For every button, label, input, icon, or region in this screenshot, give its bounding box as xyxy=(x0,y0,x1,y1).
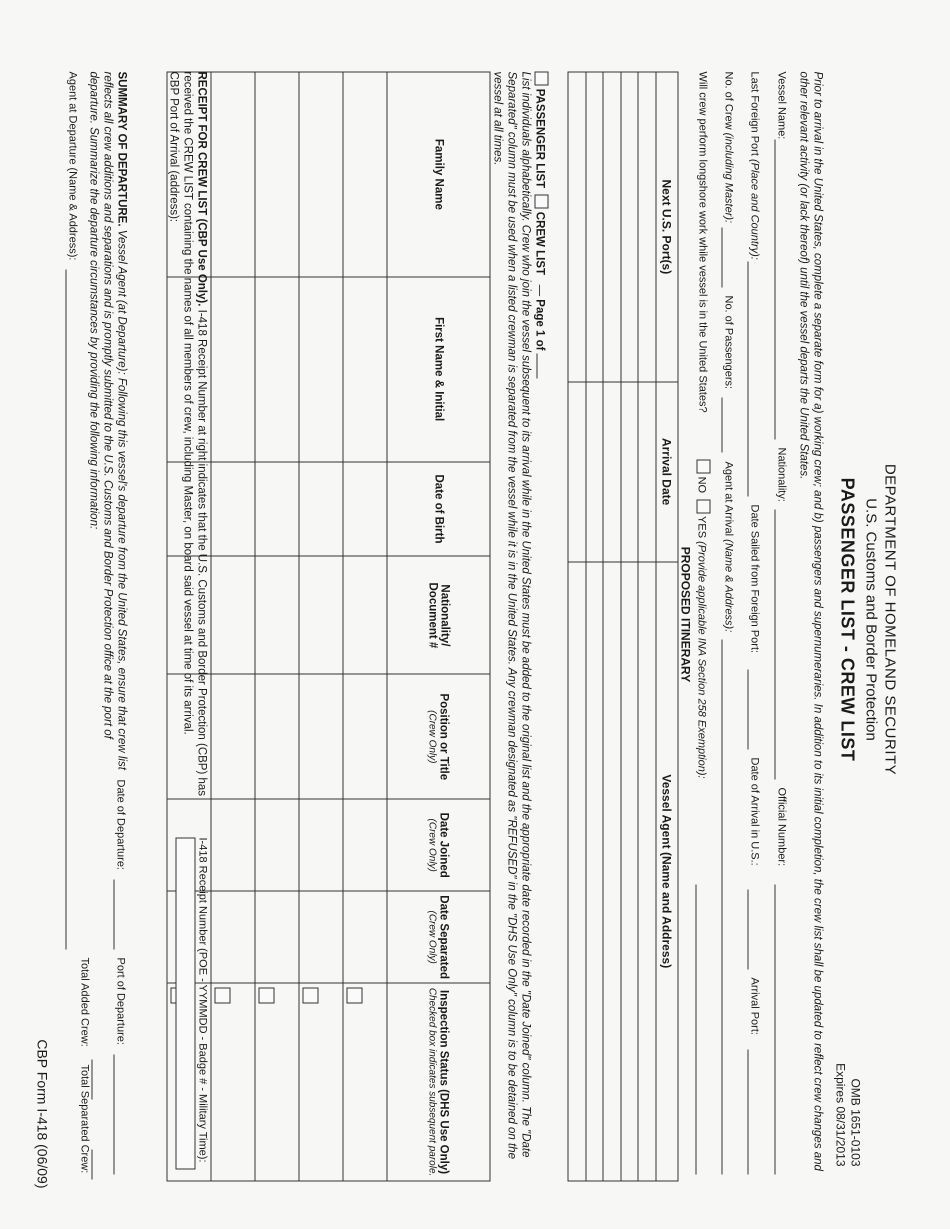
omb-number: OMB 1651-0103 xyxy=(848,1078,863,1167)
longshore-yes-label: YES xyxy=(695,516,708,539)
longshore-no-label: NO xyxy=(695,476,708,494)
longshore-options xyxy=(696,460,711,779)
longshore-yes-checkbox[interactable] xyxy=(697,499,711,513)
itinerary-title: PROPOSED ITINERARY xyxy=(678,546,693,683)
vessel-name-label: Vessel Name: xyxy=(775,71,788,140)
nationality-label: Nationality: xyxy=(775,447,788,502)
official-number-field[interactable] xyxy=(775,885,776,1175)
page-total-field[interactable] xyxy=(537,354,538,379)
no-passengers-field[interactable] xyxy=(722,398,723,453)
col-date-of-birth: Date of Birth xyxy=(387,462,490,557)
arrival-port-label: Arrival Port: xyxy=(748,977,761,1035)
agent-arrival-label: Agent at Arrival (Name & Address): xyxy=(722,461,735,633)
col-nationality: Nationality/ Document # xyxy=(387,556,490,674)
col-family-name: Family Name xyxy=(387,72,490,277)
last-foreign-port-label: Last Foreign Port (Place and Country): xyxy=(748,71,761,260)
itinerary-col-date: Arrival Date xyxy=(656,382,678,562)
itinerary-row xyxy=(604,72,622,1181)
table-row xyxy=(299,72,343,1181)
parole-checkbox[interactable] xyxy=(259,988,275,1004)
longshore-yes-hint: (Provide applicable INA Section 258 Exemption): xyxy=(695,541,708,779)
crew-list-form xyxy=(1,0,950,1229)
total-separated-field[interactable] xyxy=(92,1150,93,1180)
receipt-section xyxy=(167,72,209,832)
department-name: DEPARTMENT OF HOMELAND SECURITY xyxy=(881,463,899,776)
table-row xyxy=(211,72,255,1181)
summary-section xyxy=(87,72,129,772)
intro-text: Prior to arrival in the United States, complete a separate form for a) working crew; and b) passengers and supernumeraries. In addition to its initial completion, the crew list shall be updated to reflect crew changes and other relevant activity (or lack thereof) until the vessel departs the United States. xyxy=(797,71,824,1171)
vessel-name-field[interactable] xyxy=(775,140,776,440)
total-added-label: Total Added Crew: xyxy=(78,957,91,1047)
crew-table-header xyxy=(387,72,490,1181)
receipt-text: I-418 Receipt Number at right indicates that the U.S. Customs and Border Protection (CBP) has received the CREW LIST containing the names of all members of crew, including Master, on board said vessel at time of its arrival. xyxy=(181,71,208,797)
official-number-label: Official Number: xyxy=(775,787,788,867)
nationality-field[interactable] xyxy=(775,510,776,780)
parole-checkbox[interactable] xyxy=(347,988,363,1004)
col-date-joined: Date Joined (Crew Only) xyxy=(387,799,490,891)
date-arrival-label: Date of Arrival in U.S.: xyxy=(748,757,761,866)
receipt-number-input[interactable] xyxy=(176,838,196,1170)
no-passengers-label: No. of Passengers: xyxy=(722,295,735,390)
parole-checkbox[interactable] xyxy=(215,988,231,1004)
itinerary-row xyxy=(586,72,604,1181)
omb-info xyxy=(833,1063,863,1166)
list-instructions: List individuals alphabetically. Crew who join the vessel subsequent to its arrival while in the United States must be added to the original list and the appropriate date recorded in the "Date Joined" column. The "Date Separated" column must be used when a listed crewman is separated from the vessel while it is in the United States. Any crewman designated as "REFUSED" in the "DHS Use Only" column is to be detained on the vessel at all times. xyxy=(491,71,532,1159)
rotated-page xyxy=(1,0,950,1229)
col-first-name: First Name & Initial xyxy=(387,277,490,462)
form-title: PASSENGER LIST - CREW LIST xyxy=(837,477,858,762)
date-departure-field[interactable] xyxy=(114,880,115,950)
crew-list-label: CREW LIST xyxy=(533,211,546,276)
port-arrival-label: CBP Port of Arrival (address): xyxy=(167,71,180,223)
crew-table xyxy=(167,72,491,1182)
table-row xyxy=(255,72,299,1181)
list-type-row: PASSENGER LIST CREW LIST — Page 1 of xyxy=(534,72,549,1192)
crew-list-checkbox[interactable] xyxy=(535,195,549,209)
agent-departure-field[interactable] xyxy=(66,270,67,950)
port-departure-field[interactable] xyxy=(114,1055,115,1175)
summary-title: SUMMARY OF DEPARTURE. xyxy=(115,71,128,227)
receipt-number-label: I-418 Receipt Number (POE - YYMMDD - Badge # - Military Time): xyxy=(196,837,209,1163)
itinerary-row xyxy=(639,72,657,1181)
receipt-title: RECEIPT FOR CREW LIST (CBP Use Only). xyxy=(195,71,208,307)
itinerary-col-port: Next U.S. Port(s) xyxy=(656,72,678,382)
no-crew-field[interactable] xyxy=(722,228,723,288)
col-position: Position or Title (Crew Only) xyxy=(387,674,490,799)
arrival-port-field[interactable] xyxy=(748,1050,749,1175)
total-added-field[interactable] xyxy=(92,1060,93,1100)
col-date-separated: Date Separated (Crew Only) xyxy=(387,891,490,983)
date-sailed-field[interactable] xyxy=(748,670,749,750)
total-separated-label: Total Separated Crew: xyxy=(78,1064,91,1174)
agent-arrival-field[interactable] xyxy=(722,640,723,1175)
agency-name: U.S. Customs and Border Protection xyxy=(862,498,880,741)
longshore-no-checkbox[interactable] xyxy=(697,460,711,474)
summary-text: Vessel Agent (at Departure): Following this vessel's departure from the United States, ensure that crew list reflects all crew additions and separations and is promptly submitted to the U.S. Customs and Border Protection office at the port of departure. Summarize the departure circumstances by providing the following information: xyxy=(87,71,128,770)
col-inspection-status: Inspection Status (DHS Use Only) Checked box indicates subsequent parole. xyxy=(387,983,490,1181)
form-number: CBP Form I-418 (06/09) xyxy=(34,1039,51,1189)
passenger-list-label: PASSENGER LIST xyxy=(533,88,546,189)
itinerary-col-agent: Vessel Agent (Name and Address) xyxy=(656,562,678,1181)
last-foreign-port-field[interactable] xyxy=(748,262,749,497)
no-crew-label: No. of Crew (including Master): xyxy=(722,71,735,224)
date-sailed-label: Date Sailed from Foreign Port: xyxy=(748,504,761,654)
exemption-field[interactable] xyxy=(696,885,697,1175)
date-arrival-field[interactable] xyxy=(748,890,749,970)
date-departure-label: Date of Departure: xyxy=(114,779,127,870)
longshore-question: Will crew perform longshore work while vessel is in the United States? xyxy=(696,71,709,413)
parole-checkbox[interactable] xyxy=(303,988,319,1004)
table-row xyxy=(343,72,387,1181)
passenger-list-checkbox[interactable] xyxy=(535,72,549,86)
itinerary-row xyxy=(621,72,639,1181)
page-number: Page 1 of xyxy=(533,299,546,351)
itinerary-row xyxy=(569,72,587,1181)
itinerary-table xyxy=(568,72,679,1182)
agent-departure-label: Agent at Departure (Name & Address): xyxy=(66,71,79,261)
expiration-date: Expires 08/31/2013 xyxy=(833,1063,848,1167)
port-departure-label: Port of Departure: xyxy=(114,957,127,1045)
